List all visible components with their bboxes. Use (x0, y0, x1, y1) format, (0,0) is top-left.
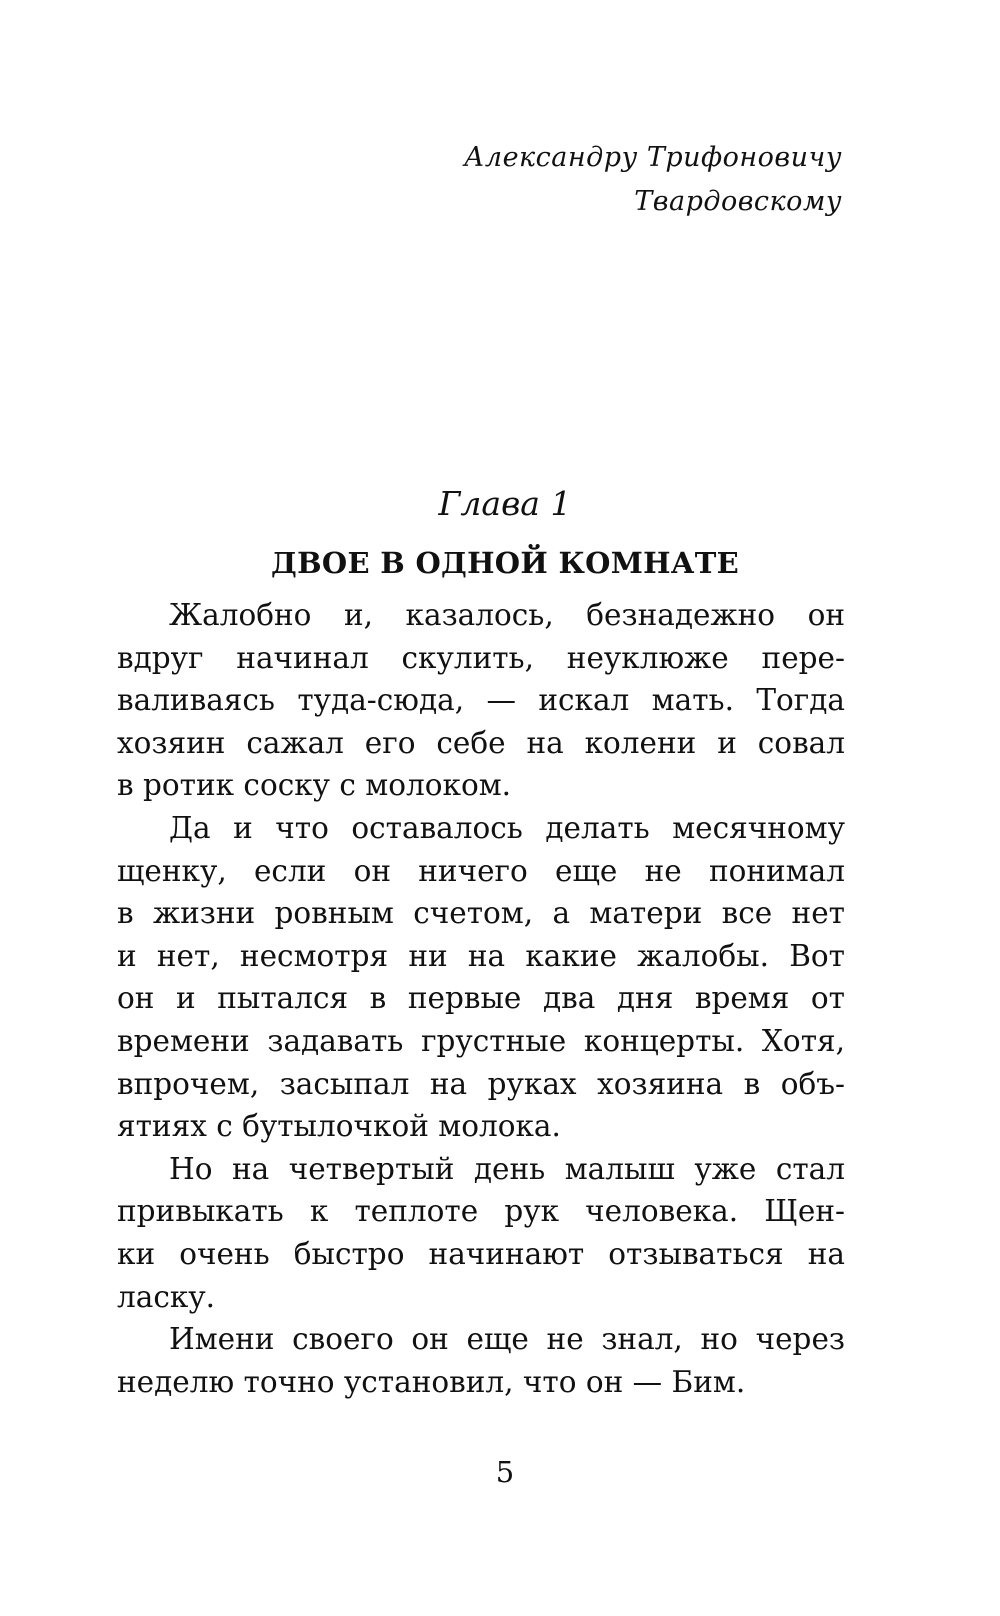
text-line: хозяин сажал его себе на колени и совал (117, 725, 845, 760)
chapter-number: Глава 1 (438, 484, 572, 523)
text-line: ки очень быстро начинают отзываться на (117, 1236, 845, 1271)
text-line: вдруг начинал скулить, неуклюже пере- (117, 640, 845, 675)
text-line: в ротик соску с молоком. (117, 768, 512, 803)
body-text (117, 594, 845, 1403)
dedication (464, 136, 842, 224)
text-line: времени задавать грустные концерты. Хотя, (117, 1023, 845, 1058)
text-line: Но на четвертый день малыш уже стал (169, 1151, 845, 1186)
text-line: впрочем, засыпал на руках хозяина в объ- (117, 1066, 845, 1101)
text-line: и нет, несмотря ни на какие жалобы. Вот (117, 938, 845, 973)
text-line: в жизни ровным счетом, а матери все нет (117, 896, 845, 931)
page-number: 5 (495, 1455, 515, 1489)
text-line: привыкать к теплоте рук человека. Щен- (117, 1194, 845, 1229)
text-line: Да и что оставалось делать месячному (169, 810, 845, 845)
text-line: Жалобно и, казалось, безнадежно он (169, 598, 845, 632)
text-line: щенку, если он ничего еще не понимал (117, 853, 845, 888)
text-line: валиваясь туда-сюда, — искал мать. Тогда (117, 683, 845, 718)
text-line: ласку. (117, 1279, 216, 1314)
dedication-line-2: Твардовскому (634, 186, 842, 217)
chapter-title: ДВОЕ В ОДНОЙ КОМНАТЕ (270, 546, 740, 580)
text-line: ятиях с бутылочкой молока. (117, 1109, 561, 1144)
text-line: Имени своего он еще не знал, но через (169, 1322, 845, 1357)
dedication-line-1: Александру Трифоновичу (463, 142, 842, 173)
text-line: он и пытался в первые два дня время от (117, 981, 845, 1016)
text-line: неделю точно установил, что он — Бим. (117, 1364, 746, 1399)
